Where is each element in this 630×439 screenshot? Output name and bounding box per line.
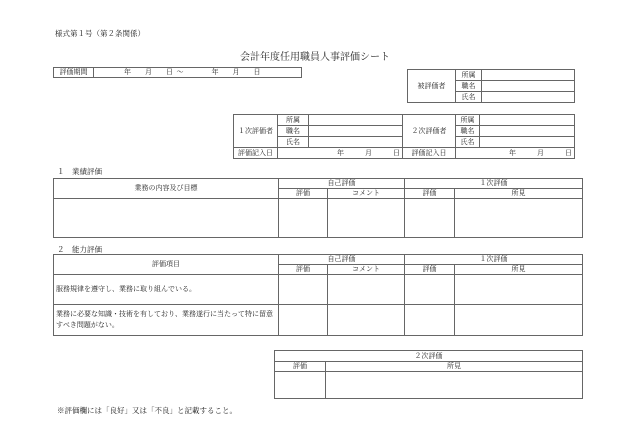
evaluator1-name-field[interactable] <box>309 137 403 148</box>
col-opinion: 所見 <box>455 189 583 199</box>
task-field[interactable] <box>54 199 279 238</box>
evaluator1-position-field[interactable] <box>309 126 403 137</box>
evaluator2-name-field[interactable] <box>480 137 575 148</box>
period-table <box>53 67 302 78</box>
evaluator2-position-field[interactable] <box>480 126 575 137</box>
self-comment-field[interactable] <box>328 199 405 238</box>
form-number: 様式第１号（第２条関係） <box>55 29 145 38</box>
col-comment: コメント <box>328 265 405 275</box>
self-rating-field[interactable] <box>279 305 328 336</box>
first-opinion-field[interactable] <box>455 275 583 305</box>
period-value[interactable]: 年 月 日 ～ 年 月 日 <box>94 68 302 78</box>
second-opinion-field[interactable] <box>326 372 583 399</box>
name-label: 氏名 <box>456 137 480 148</box>
col-rating: 評価 <box>405 265 455 275</box>
col-opinion: 所見 <box>455 265 583 275</box>
self-comment-field[interactable] <box>328 305 405 336</box>
evaluatee-table <box>407 69 575 103</box>
footnote: ※評価欄には「良好」又は「不良」と記載すること。 <box>57 406 237 415</box>
table-row <box>54 305 583 336</box>
self-rating-field[interactable] <box>279 199 328 238</box>
evaluatee-affiliation-field[interactable] <box>482 70 575 81</box>
col-rating: 評価 <box>275 362 326 372</box>
section2-heading: ２ 能力評価 <box>57 245 102 254</box>
first-rating-field[interactable] <box>405 275 455 305</box>
col-self: 自己評価 <box>279 255 405 265</box>
page-title: 会計年度任用職員人事評価シート <box>240 52 390 63</box>
ability-item: 業務に必要な知識・技術を有しており、業務遂行に当たって特に留意すべき問題がない。 <box>54 305 279 336</box>
evaluator1-date-field[interactable]: 年 月 日 <box>278 148 403 159</box>
evaluatee-position-field[interactable] <box>482 81 575 92</box>
section1-heading: １ 業績評価 <box>57 167 102 176</box>
evaluator1-affiliation-field[interactable] <box>309 115 403 126</box>
first-opinion-field[interactable] <box>455 305 583 336</box>
evaluatee-name-field[interactable] <box>482 92 575 103</box>
performance-table <box>53 178 583 238</box>
ability-item: 服務規律を遵守し、業務に取り組んでいる。 <box>54 275 279 305</box>
evaluator2-label: ２次評価者 <box>403 115 456 148</box>
second-eval-header: ２次評価 <box>275 351 583 362</box>
col-rating: 評価 <box>279 265 328 275</box>
evaluator2-affiliation-field[interactable] <box>480 115 575 126</box>
col-first: １次評価 <box>405 179 583 189</box>
position-label: 職名 <box>278 126 309 137</box>
evaluators-table <box>233 114 575 159</box>
evaluatee-label: 被評価者 <box>408 70 456 103</box>
second-eval-table <box>274 350 583 399</box>
period-label: 評価期間 <box>54 68 94 78</box>
table-row <box>54 199 583 238</box>
col-item: 評価項目 <box>54 255 279 275</box>
col-rating: 評価 <box>279 189 328 199</box>
col-task: 業務の内容及び目標 <box>54 179 279 199</box>
position-label: 職名 <box>456 126 480 137</box>
second-rating-field[interactable] <box>275 372 326 399</box>
evaluator1-date-label: 評価記入日 <box>234 148 278 159</box>
affiliation-label: 所属 <box>456 115 480 126</box>
evaluator2-date-field[interactable]: 年 月 日 <box>456 148 575 159</box>
col-rating: 評価 <box>405 189 455 199</box>
ability-table <box>53 254 583 336</box>
col-opinion: 所見 <box>326 362 583 372</box>
name-label: 氏名 <box>278 137 309 148</box>
affiliation-label: 所属 <box>278 115 309 126</box>
name-label: 氏名 <box>456 92 482 103</box>
evaluator2-date-label: 評価記入日 <box>403 148 456 159</box>
first-rating-field[interactable] <box>405 305 455 336</box>
first-opinion-field[interactable] <box>455 199 583 238</box>
self-rating-field[interactable] <box>279 275 328 305</box>
affiliation-label: 所属 <box>456 70 482 81</box>
position-label: 職名 <box>456 81 482 92</box>
evaluator1-label: １次評価者 <box>234 115 278 148</box>
first-rating-field[interactable] <box>405 199 455 238</box>
table-row <box>54 275 583 305</box>
col-self: 自己評価 <box>279 179 405 189</box>
col-first: １次評価 <box>405 255 583 265</box>
col-comment: コメント <box>328 189 405 199</box>
self-comment-field[interactable] <box>328 275 405 305</box>
